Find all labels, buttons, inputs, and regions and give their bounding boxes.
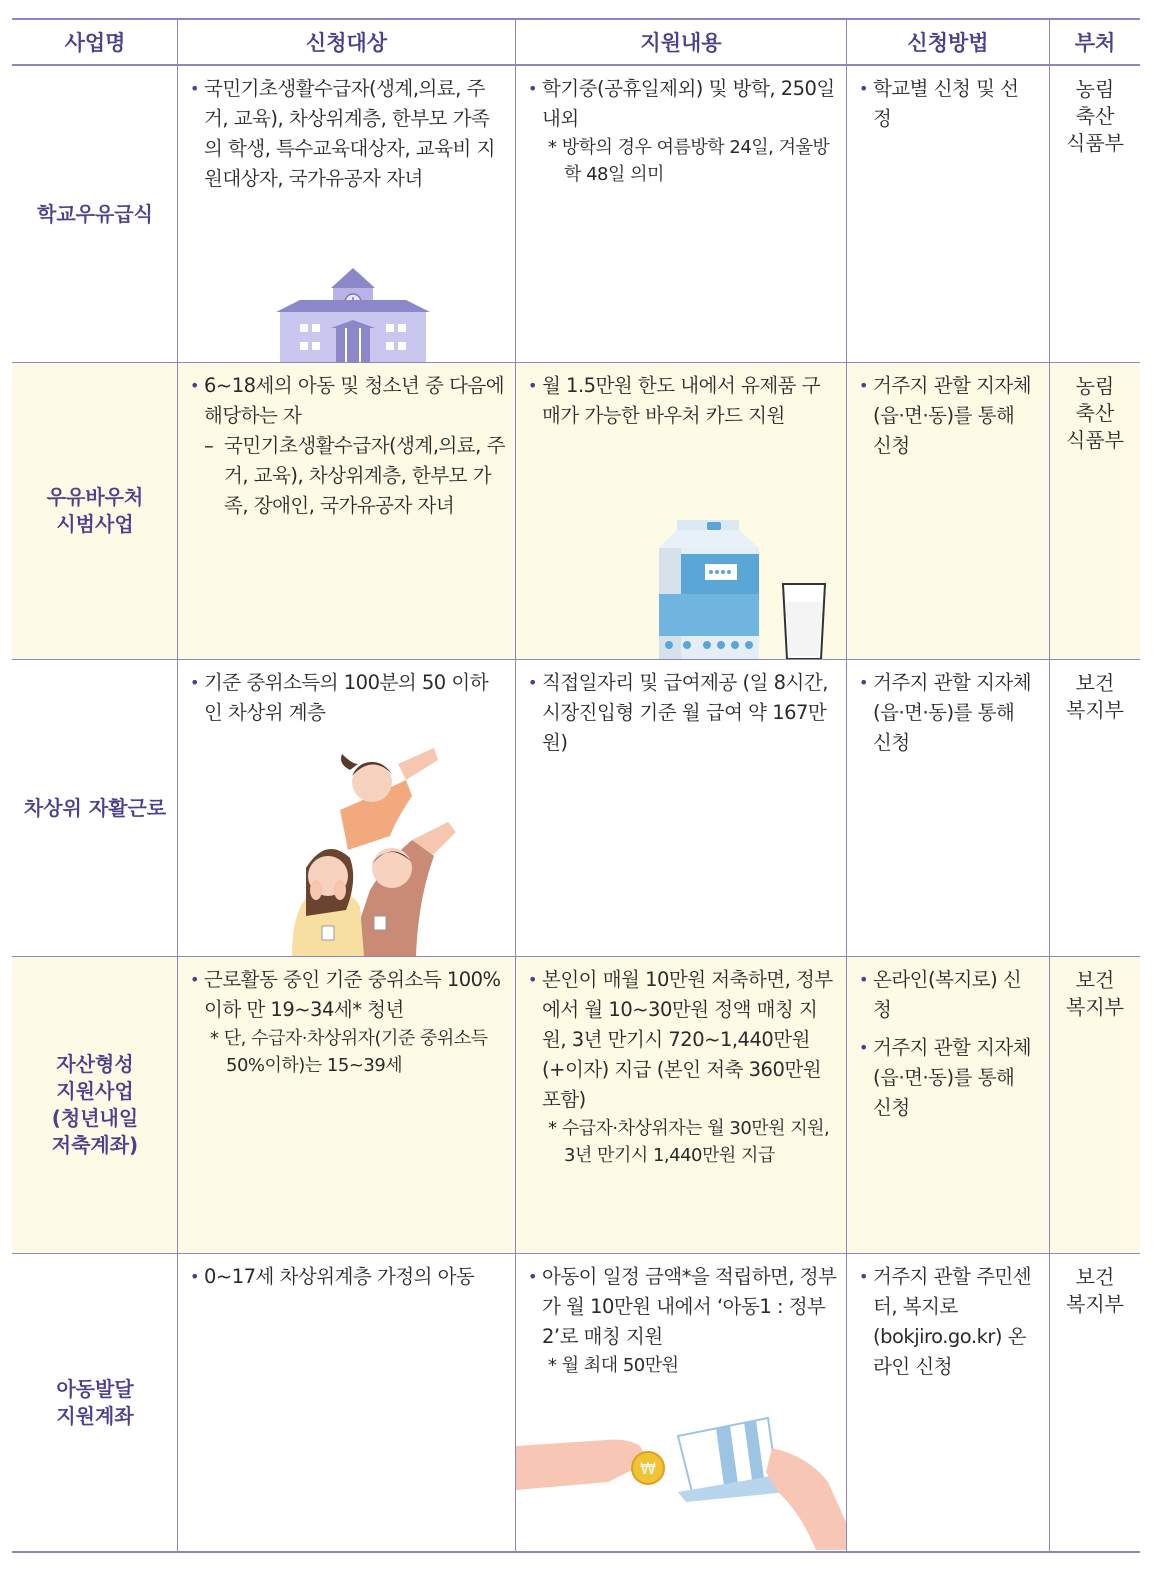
header-bottom-border (12, 64, 1140, 66)
row4-name: 자산형성 지원사업 (청년내일 저축계좌) (51, 1052, 139, 1157)
row4-method: • 온라인(복지로) 신청 • 거주지 관할 지자체(읍·면·동)를 통해 신청 (857, 965, 1037, 1123)
col-divider (846, 18, 847, 1553)
row1-name: 학교우유급식 (37, 201, 153, 226)
header-method: 신청방법 (907, 31, 989, 55)
row5-dept: 보건 복지부 (1066, 1265, 1124, 1316)
col-divider (515, 18, 516, 1553)
row3-name: 차상위 자활근로 (23, 795, 167, 820)
hands-coin-bankbook-illustration (516, 1412, 846, 1550)
svg-text:₩: ₩ (640, 1459, 656, 1478)
row4-dept: 보건 복지부 (1066, 968, 1124, 1019)
row1-target: • 국민기초생활수급자(생계,의료, 주거, 교육), 차상위계층, 한부모 가족의 학생, 특수교육대상자, 교육비 지원대상자, 국가유공자 자녀 (188, 74, 506, 194)
row5-support: • 아동이 일정 금액*을 적립하면, 정부가 월 10만원 내에서 ‘아동1 : 정부2’로 매칭 지원 * 월 최대 50만원 (526, 1262, 838, 1379)
row2-name: 우유바우처 시범사업 (46, 485, 144, 536)
col-divider (1049, 18, 1050, 1553)
milk-carton-icon (655, 518, 830, 659)
row-divider (12, 659, 1140, 660)
row-divider (12, 1253, 1140, 1254)
row3-method: • 거주지 관할 지자체 (읍·면·동)를 통해 신청 (857, 668, 1037, 758)
row2-method: • 거주지 관할 지자체(읍·면·동)를 통해 신청 (857, 371, 1035, 461)
row2-support: • 월 1.5만원 한도 내에서 유제품 구매가 가능한 바우처 카드 지원 (526, 371, 838, 431)
row1-dept: 농림 축산 식품부 (1066, 77, 1124, 155)
cheering-people-illustration (288, 740, 478, 956)
row4-support: • 본인이 매월 10만원 저축하면, 정부에서 월 10~30만원 정액 매칭 지원, 3년 만기시 720~1,440만원 (+이자) 지급 (본인 저축 360만원 포함) * 수급자·차상위자는 월 30만원 지원, 3년 만기시 1,440만원 지급 (526, 965, 838, 1169)
header-name: 사업명 (64, 31, 126, 55)
row1-method: • 학교별 신청 및 선정 (857, 74, 1027, 134)
row1-support: • 학기중(공휴일제외) 및 방학, 250일 내외 * 방학의 경우 여름방학 24일, 겨울방학 48일 의미 (526, 74, 838, 188)
row3-target: • 기준 중위소득의 100분의 50 이하인 차상위 계층 (188, 668, 506, 728)
header-dept: 부처 (1074, 31, 1116, 55)
school-building-icon (276, 266, 430, 362)
row-divider (12, 362, 1140, 363)
row3-dept: 보건 복지부 (1066, 671, 1124, 722)
row4-target: • 근로활동 중인 기준 중위소득 100% 이하 만 19~34세* 청년 * 단, 수급자·차상위자(기준 중위소득 50%이하)는 15~39세 (188, 965, 506, 1079)
row5-name: 아동발달 지원계좌 (56, 1376, 134, 1428)
header-support: 지원내용 (640, 31, 722, 55)
row2-dept: 농림 축산 식품부 (1066, 374, 1124, 452)
row-divider (12, 956, 1140, 957)
row2-target: • 6~18세의 아동 및 청소년 중 다음에 해당하는 자 – 국민기초생활수급자(생계,의료, 주거, 교육), 차상위계층, 한부모 가족, 장애인, 국가유공자 자녀 (188, 371, 506, 521)
row3-support: • 직접일자리 및 급여제공 (일 8시간, 시장진입형 기준 월 급여 약 167만원) (526, 668, 838, 758)
header-target: 신청대상 (305, 31, 388, 55)
row5-method: • 거주지 관할 주민센터, 복지로 (bokjiro.go.kr) 온라인 신청 (857, 1262, 1037, 1382)
table-bottom-border (12, 1551, 1140, 1553)
row5-target: • 0~17세 차상위계층 가정의 아동 (188, 1262, 506, 1292)
